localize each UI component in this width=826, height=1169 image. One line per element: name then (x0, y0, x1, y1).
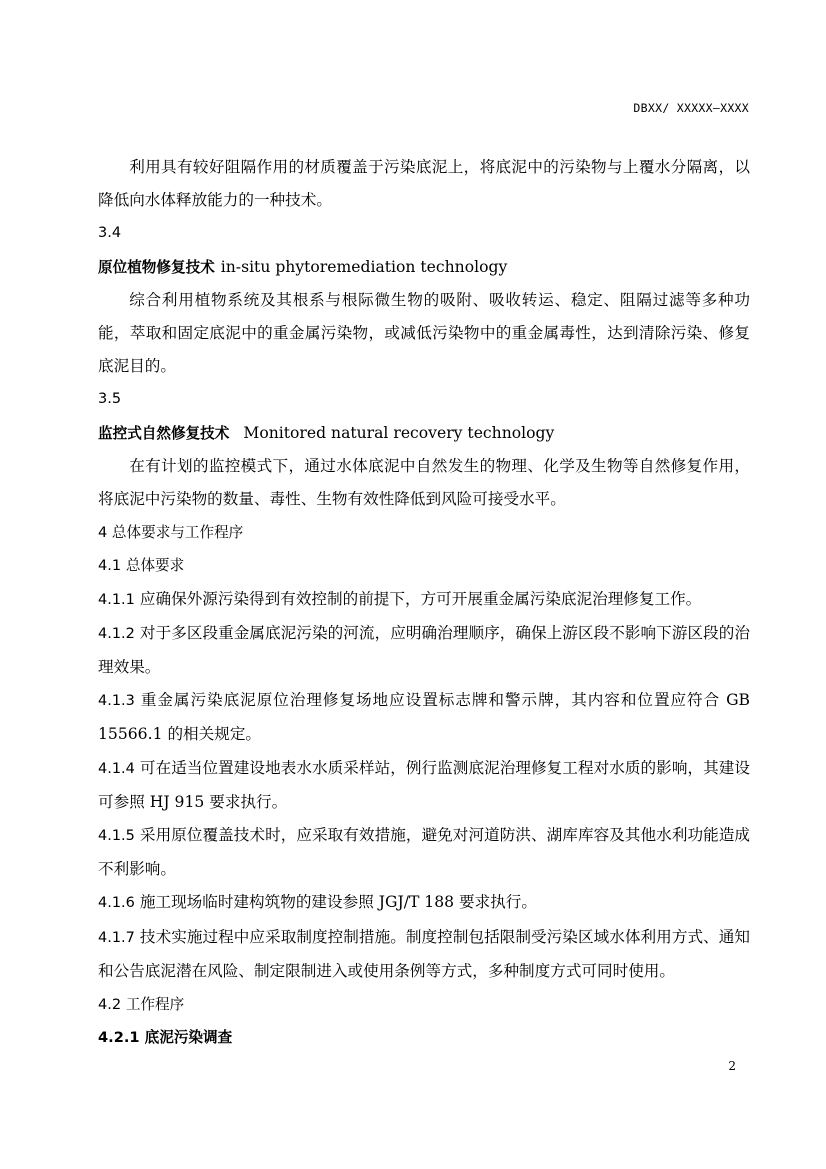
clause-text: 可在适当位置建设地表水水质采样站，例行监测底泥治理修复工程对水质的影响，其建设可参照 HJ 915 要求执行。 (98, 758, 750, 811)
clause-number: 4.1.3 (98, 693, 135, 710)
clause-4-1-4 (98, 752, 750, 819)
clause-4-1-1 (98, 583, 750, 617)
clause-text: 对于多区段重金属底泥污染的河流，应明确治理顺序，确保上游区段不影响下游区段的治理效果。 (98, 623, 750, 677)
clause-text: 采用原位覆盖技术时，应采取有效措施，避免对河道防洪、湖库库容及其他水利功能造成不利影响。 (98, 826, 750, 879)
term-3-4-title (98, 251, 750, 284)
clause-4-1-2 (98, 617, 750, 684)
term-3-5-title (98, 417, 750, 450)
term-3-4-en: in-situ phytoremediation technology (220, 257, 508, 276)
term-3-5-definition: 在有计划的监控模式下，通过水体底泥中自然发生的物理、化学及生物等自然修复作用，将底泥中污染物的数量、毒性、生物有效性降低到风险可接受水平。 (98, 456, 750, 509)
clause-4-1-7 (98, 921, 750, 988)
clause-number: 4.1.6 (98, 895, 135, 912)
definition-3-3-text: 利用具有较好阻隔作用的材质覆盖于污染底泥上，将底泥中的污染物与上覆水分隔离，以降低向水体释放能力的一种技术。 (98, 158, 750, 210)
section-4-title: 4 总体要求与工作程序 (98, 524, 244, 542)
clause-number: 4.1.1 (98, 591, 135, 608)
term-3-4-zh: 原位植物修复技术 (98, 258, 215, 276)
term-3-4-definition: 综合利用植物系统及其根系与根际微生物的吸附、吸收转运、稳定、阻隔过滤等多种功能，萃取和固定底泥中的重金属污染物，或减低污染物中的重金属毒性，达到清除污染、修复底泥目的。 (98, 290, 750, 376)
clause-text: 应确保外源污染得到有效控制的前提下，方可开展重金属污染底泥治理修复工作。 (139, 589, 702, 608)
subsection-4-1-title: 4.1 总体要求 (98, 557, 185, 575)
document-body (98, 151, 750, 1054)
clause-text: 施工现场临时建构筑物的建设参照 JGJ/T 188 要求执行。 (139, 893, 537, 912)
clause-number: 4.1.5 (98, 828, 135, 845)
clause-text: 重金属污染底泥原位治理修复场地应设置标志牌和警示牌，其内容和位置应符合 GB 15566.1 的相关规定。 (98, 691, 750, 744)
clause-number: 4.1.2 (98, 625, 135, 642)
clause-4-1-5 (98, 819, 750, 886)
clause-4-1-3 (98, 684, 750, 751)
page-number: 2 (728, 1059, 736, 1073)
clause-4-1-6 (98, 886, 750, 920)
term-3-5-zh: 监控式自然修复技术 (98, 424, 230, 442)
clause-text: 技术实施过程中应采取制度控制措施。制度控制包括限制受污染区域水体利用方式、通知和公告底泥潜在风险、制定限制进入或使用条例等方式，多种制度方式可同时使用。 (98, 927, 750, 980)
term-3-4-number: 3.4 (98, 225, 122, 242)
subsection-4-2-title: 4.2 工作程序 (98, 996, 185, 1014)
term-3-5-en: Monitored natural recovery technology (243, 423, 555, 442)
document-code-header: DBXX/ XXXXX—XXXX (633, 101, 749, 115)
subsection-4-2-1-title: 4.2.1 底泥污染调查 (98, 1029, 233, 1047)
term-3-5-number: 3.5 (98, 391, 122, 408)
clause-number: 4.1.4 (98, 760, 135, 777)
clause-number: 4.1.7 (98, 929, 135, 946)
